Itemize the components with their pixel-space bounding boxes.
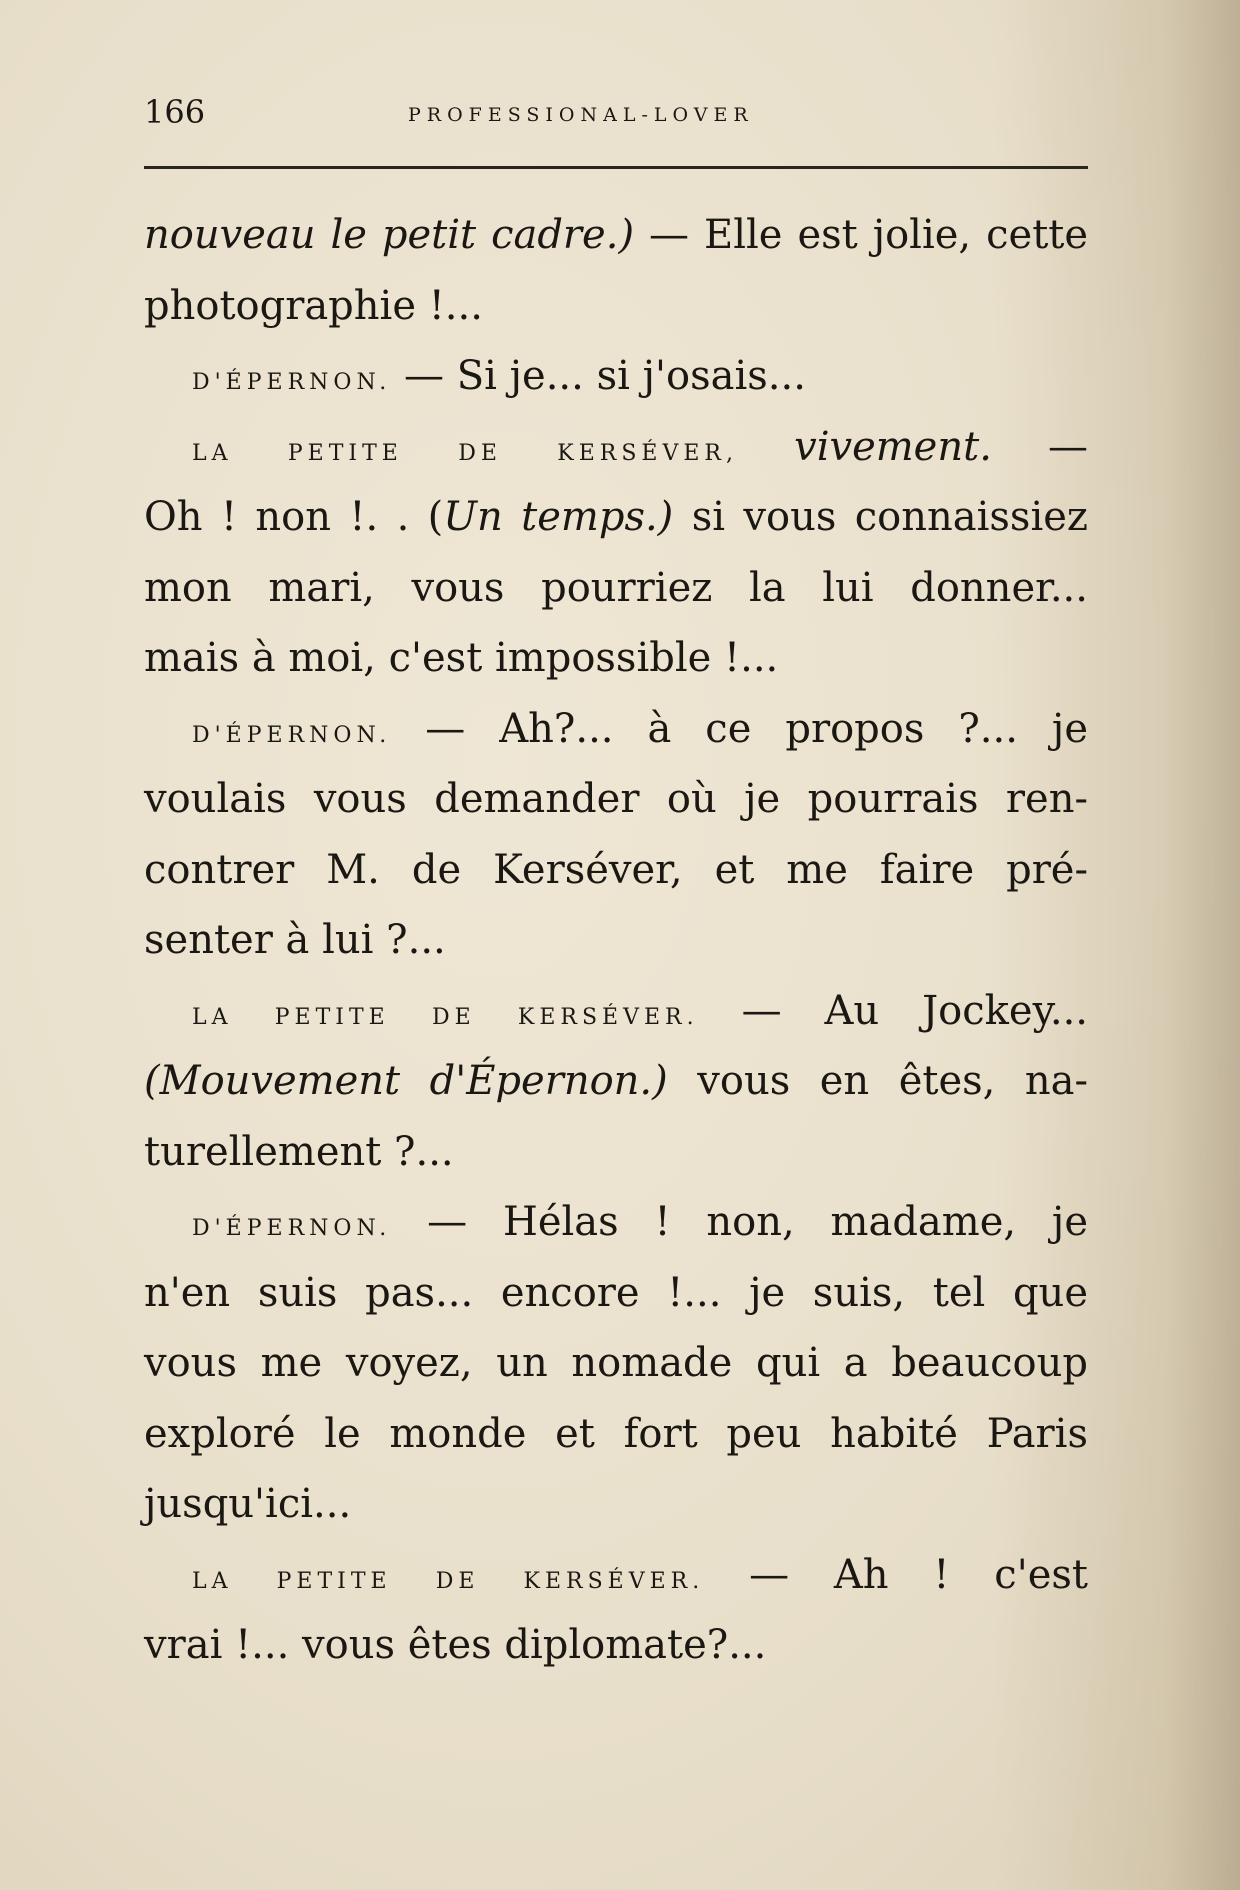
stage-direction: nouveau le petit cadre.)	[144, 212, 635, 258]
dialogue-text: — Ah ! c'est	[749, 1551, 1088, 1598]
text-line	[144, 553, 1088, 624]
dialogue-text: voulais vous demander où je pourrais ren-	[144, 776, 1088, 822]
page-number: 166	[144, 93, 206, 131]
speaker-name: LA PETITE DE KERSÉVER.	[192, 1568, 705, 1594]
text-line	[144, 1046, 1088, 1117]
dialogue-text: si vous connaissiez	[691, 494, 1088, 540]
text-line	[144, 1399, 1088, 1470]
text-line	[144, 1610, 1088, 1681]
text-line	[144, 200, 1088, 271]
dialogue-text: senter à lui ?...	[144, 917, 446, 963]
text-line	[144, 694, 1088, 765]
dialogue-text: — Ah?... à ce propos ?... je	[425, 705, 1088, 752]
text-line	[144, 1187, 1088, 1258]
dialogue-text: — Si je... si j'osais...	[404, 353, 806, 399]
page-header	[144, 92, 1088, 132]
dialogue-text: —	[1048, 423, 1089, 470]
text-line	[144, 271, 1088, 342]
text-line	[144, 976, 1088, 1047]
dialogue-text: turellement ?...	[144, 1128, 454, 1175]
dialogue-text: photographie !...	[144, 282, 483, 329]
running-title: PROFESSIONAL-LOVER	[408, 104, 754, 126]
dialogue-text: Oh ! non !. . (	[144, 494, 444, 540]
dialogue-text: vous me voyez, un nomade qui a beaucoup	[144, 1340, 1088, 1386]
stage-direction: (Mouvement d'Épernon.)	[144, 1058, 668, 1104]
dialogue-text: — Elle est jolie, cette	[649, 212, 1089, 258]
text-line	[144, 623, 1088, 694]
dialogue-text: exploré le monde et fort peu habité Paris	[144, 1410, 1088, 1457]
speaker-name: D'ÉPERNON.	[192, 370, 392, 395]
speaker-name: D'ÉPERNON.	[192, 722, 392, 748]
speaker-name: LA PETITE DE KERSÉVER.	[192, 1004, 699, 1030]
text-line	[144, 412, 1088, 483]
stage-direction: vivement.	[794, 423, 992, 470]
body-text	[144, 200, 1088, 1681]
text-line	[144, 1469, 1088, 1540]
text-line	[144, 482, 1088, 553]
speaker-name: LA PETITE DE KERSÉVER,	[192, 440, 738, 466]
text-line	[144, 835, 1088, 906]
dialogue-text: jusqu'ici...	[144, 1481, 352, 1527]
dialogue-text: contrer M. de Kerséver, et me faire pré-	[144, 846, 1088, 893]
dialogue-text: — Au Jockey...	[741, 987, 1088, 1034]
text-line	[144, 1117, 1088, 1188]
text-line	[144, 764, 1088, 835]
speaker-name: D'ÉPERNON.	[192, 1216, 392, 1241]
dialogue-text: n'en suis pas... encore !... je suis, tel que	[144, 1269, 1088, 1316]
stage-direction: Un temps.)	[443, 494, 674, 540]
text-line	[144, 1258, 1088, 1329]
text-line	[144, 1540, 1088, 1611]
dialogue-text: — Hélas ! non, madame, je	[427, 1199, 1088, 1245]
text-line	[144, 905, 1088, 976]
dialogue-text: vrai !... vous êtes diplomate?...	[144, 1622, 767, 1668]
text-line	[144, 341, 1088, 412]
dialogue-text: mais à moi, c'est impossible !...	[144, 635, 779, 681]
header-rule	[144, 166, 1088, 169]
text-line	[144, 1328, 1088, 1399]
dialogue-text: vous en êtes, na-	[697, 1058, 1088, 1104]
dialogue-text: mon mari, vous pourriez la lui donner...	[144, 564, 1088, 611]
